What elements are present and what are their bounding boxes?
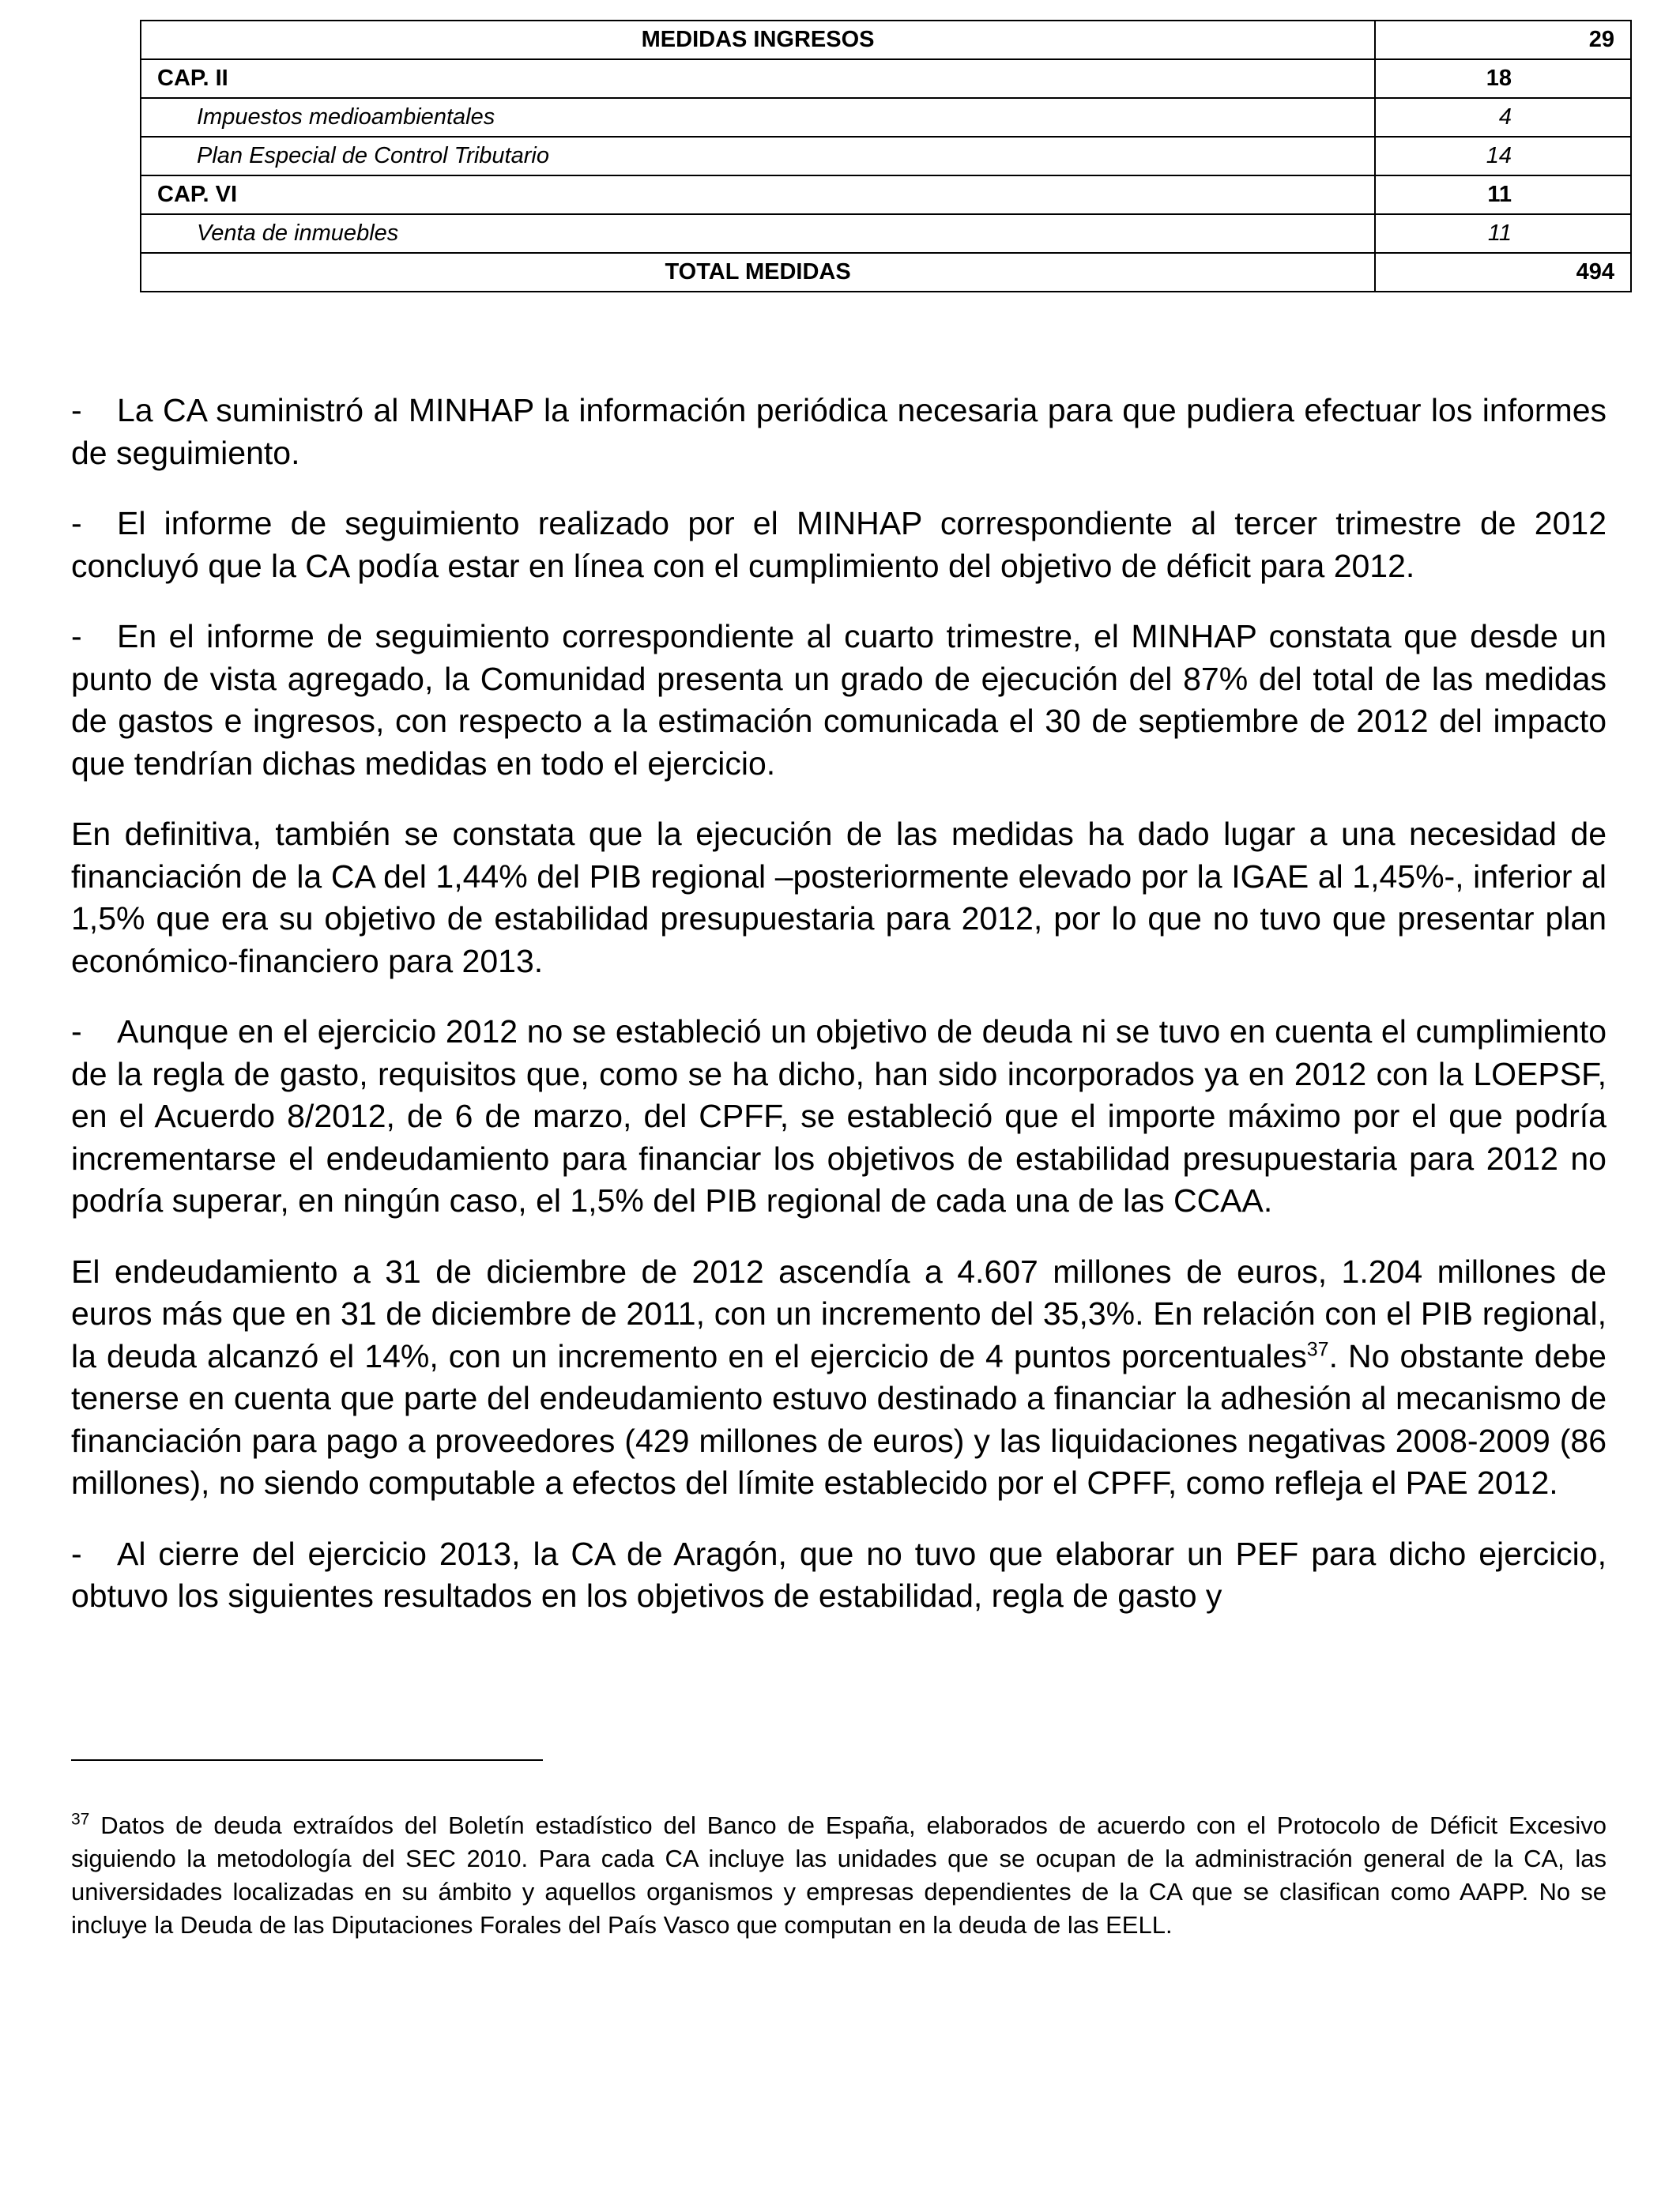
table-row [141,98,1631,137]
table-row [141,214,1631,253]
row-label: CAP. VI [141,175,1375,214]
footnote [71,1809,1607,1942]
bullet-dash: - [71,618,82,654]
paragraph-text: El endeudamiento a 31 de diciembre de 2012 ascendía a 4.607 millones de euros, 1.204 millones de euros más que en 31 de diciembre de 2011, con un incremento del 35,3%. En relación con el PIB regional, la deuda alcanzó el 14%, con un incremento en el ejercicio de 4 puntos porcentuales [71,1253,1607,1374]
paragraph-text: El informe de seguimiento realizado por el MINHAP correspondiente al tercer trimestre de 2012 concluyó que la CA podía estar en línea con el cumplimiento del objetivo de déficit para 2012. [71,505,1607,584]
bullet-dash: - [71,1013,82,1050]
row-value: 11 [1375,175,1631,214]
paragraph-text: Aunque en el ejercicio 2012 no se estableció un objetivo de deuda ni se tuvo en cuenta el cumplimiento de la regla de gasto, requisitos que, como se ha dicho, han sido incorporados ya en 2012 con la LOEPSF, en el Acuerdo 8/2012, de 6 de marzo, del CPFF, se estableció que el importe máximo por el que podría incrementarse el endeudamiento para financiar los objetivos de estabilidad presupuestaria para 2012 no podría superar, en ningún caso, el 1,5% del PIB regional de cada una de las CCAA. [71,1013,1607,1219]
paragraph-6 [71,1251,1607,1505]
table-row [141,59,1631,98]
paragraph-text: Al cierre del ejercicio 2013, la CA de Aragón, que no tuvo que elaborar un PEF para dicho ejercicio, obtuvo los siguientes resultados en los objetivos de estabilidad, regla de gasto y [71,1535,1607,1614]
paragraph-text: La CA suministró al MINHAP la información periódica necesaria para que pudiera efectuar los informes de seguimiento. [71,392,1607,471]
total-label: TOTAL MEDIDAS [141,253,1375,292]
paragraph-1 [71,390,1607,474]
table-row [141,137,1631,175]
bullet-dash: - [71,392,82,428]
paragraph-text: En el informe de seguimiento correspondiente al cuarto trimestre, el MINHAP constata que desde un punto de vista agregado, la Comunidad presenta un grado de ejecución del 87% del total de las medidas de gastos e ingresos, con respecto a la estimación comunicada el 30 de septiembre de 2012 del impacto que tendrían dichas medidas en todo el ejercicio. [71,618,1607,782]
row-value: 4 [1375,98,1631,137]
row-value: 14 [1375,137,1631,175]
row-label: CAP. II [141,59,1375,98]
footnote-divider [71,1759,543,1761]
body-text [71,390,1607,1646]
paragraph-text: . No obstante debe tenerse en cuenta que parte del endeudamiento estuvo destinado a financiar la adhesión al mecanismo de financiación para pago a proveedores (429 millones de euros) y las liquidaciones negativas 2008-2009 (86 millones), no siendo computable a efectos del límite establecido por el CPFF, como refleja el PAE 2012. [71,1337,1607,1501]
paragraph-5 [71,1011,1607,1223]
footnote-reference[interactable]: 37 [1306,1337,1329,1360]
paragraph-7 [71,1533,1607,1618]
paragraph-text: En definitiva, también se constata que la ejecución de las medidas ha dado lugar a una necesidad de financiación de la CA del 1,44% del PIB regional –posteriormente elevado por la IGAE al 1,45%-, inferior al 1,5% que era su objetivo de estabilidad presupuestaria para 2012, por lo que no tuvo que presentar plan económico-financiero para 2013. [71,816,1607,979]
header-value: 29 [1375,21,1631,59]
paragraph-4 [71,813,1607,982]
row-label: Plan Especial de Control Tributario [141,137,1375,175]
total-value: 494 [1375,253,1631,292]
table-total-row [141,253,1631,292]
row-value: 18 [1375,59,1631,98]
bullet-dash: - [71,505,82,541]
table-row [141,175,1631,214]
paragraph-3 [71,616,1607,785]
row-label: Venta de inmuebles [141,214,1375,253]
bullet-dash: - [71,1535,82,1572]
paragraph-2 [71,503,1607,587]
footnote-number: 37 [71,1810,90,1829]
row-label: Impuestos medioambientales [141,98,1375,137]
footnote-text: Datos de deuda extraídos del Boletín estadístico del Banco de España, elaborados de acuerdo con el Protocolo de Déficit Excesivo siguiendo la metodología del SEC 2010. Para cada CA incluye las unidades que se ocupan de la administración general de la CA, las universidades localizadas en su ámbito y aquellos organismos y empresas dependientes de la CA que se clasifican como AAPP. No se incluye la Deuda de las Diputaciones Forales del País Vasco que computan en la deuda de las EELL. [71,1811,1607,1939]
table-header-row [141,21,1631,59]
measures-table [140,20,1632,292]
header-label: MEDIDAS INGRESOS [141,21,1375,59]
row-value: 11 [1375,214,1631,253]
